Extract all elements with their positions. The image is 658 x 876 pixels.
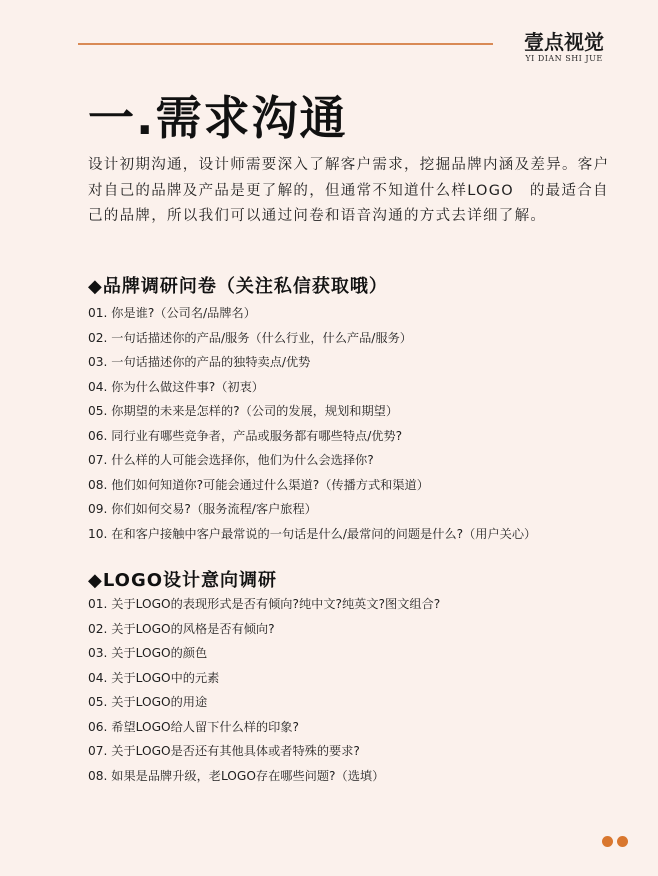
- section-brand-survey-title: ◆品牌调研问卷（关注私信获取哦）: [88, 276, 388, 297]
- list-item: 09. 你们如何交易?（服务流程/客户旅程）: [88, 502, 317, 516]
- list-item: 05. 你期望的未来是怎样的?（公司的发展，规划和期望）: [88, 404, 399, 418]
- list-item: 04. 你为什么做这件事?（初衷）: [88, 379, 264, 394]
- page-indicator: [602, 836, 628, 847]
- list-item: 03. 关于LOGO的颜色: [88, 646, 208, 660]
- intro-paragraph: 设计初期沟通，设计师需要深入了解客户需求，挖掘品牌内涵及差异。客户对自己的品牌及产品是更了解的，但通常不知道什么样LOGO 的最适合自己的品牌，所以我们可以通过问卷和语音沟通的方式去详细了解。: [88, 157, 610, 224]
- list-item: 02. 一句话描述你的产品/服务（什么行业，什么产品/服务）: [88, 330, 412, 345]
- dot-icon: [617, 836, 628, 847]
- list-item: 06. 希望LOGO给人留下什么样的印象?: [88, 719, 299, 734]
- list-item: 01. 关于LOGO的表现形式是否有倾向?纯中文?纯英文?图文组合?: [88, 597, 441, 611]
- brand-name: 壹点视觉: [524, 30, 604, 54]
- list-item: 08. 他们如何知道你?可能会通过什么渠道?（传播方式和渠道）: [88, 477, 429, 492]
- header-divider: [78, 43, 493, 45]
- list-item: 02. 关于LOGO的风格是否有倾向?: [88, 621, 275, 636]
- brand-survey-list: [88, 301, 628, 546]
- list-item: 05. 关于LOGO的用途: [88, 695, 208, 709]
- list-item: 07. 关于LOGO是否还有其他具体或者特殊的要求?: [88, 744, 360, 758]
- list-item: 04. 关于LOGO中的元素: [88, 670, 220, 685]
- logo-intent-list: [88, 592, 628, 788]
- list-item: 03. 一句话描述你的产品的独特卖点/优势: [88, 355, 311, 369]
- brand-subtitle: YI DIAN SHI JUE: [525, 54, 603, 63]
- list-item: 01. 你是谁?（公司名/品牌名）: [88, 306, 256, 320]
- list-item: 07. 什么样的人可能会选择你，他们为什么会选择你?: [88, 453, 374, 467]
- list-item: 06. 同行业有哪些竞争者，产品或服务都有哪些特点/优势?: [88, 428, 403, 443]
- section-logo-intent-title: ◆LOGO设计意向调研: [88, 570, 278, 591]
- brand-logo: [514, 30, 614, 63]
- page-title: 一.需求沟通: [88, 91, 348, 145]
- dot-icon: [602, 836, 613, 847]
- list-item: 10. 在和客户接触中客户最常说的一句话是什么/最常问的问题是什么?（用户关心）: [88, 526, 537, 541]
- list-item: 08. 如果是品牌升级，老LOGO存在哪些问题?（选填）: [88, 768, 385, 783]
